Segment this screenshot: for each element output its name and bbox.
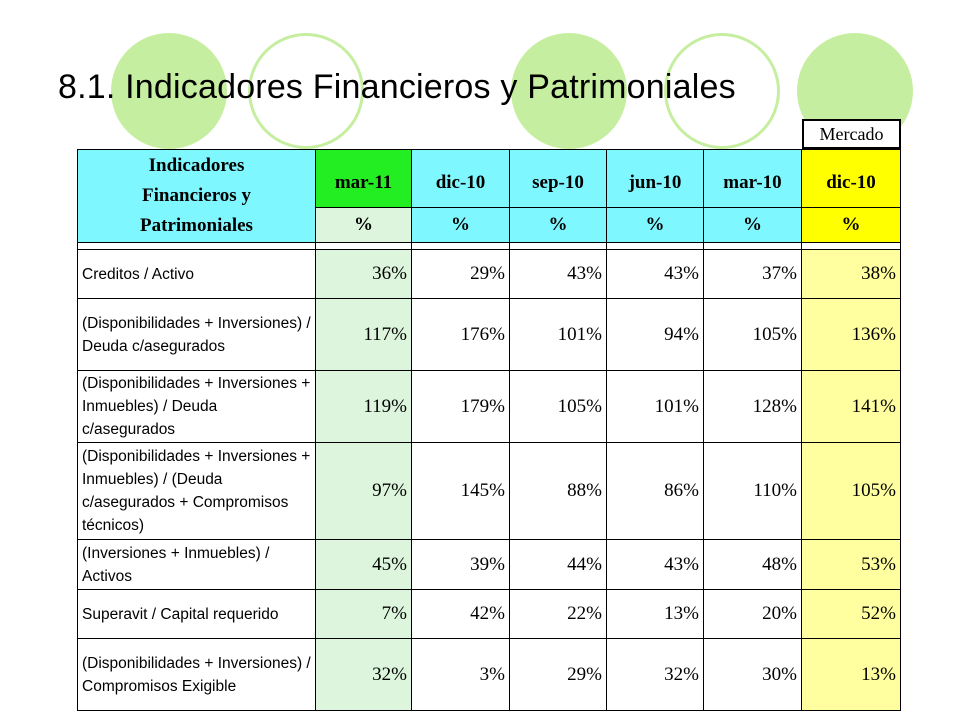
indicators-table: [77, 149, 901, 711]
value-cell: 43%: [607, 540, 704, 590]
value-cell: 32%: [607, 639, 704, 711]
market-value-cell: 52%: [802, 590, 901, 639]
table-row: [78, 639, 901, 711]
row-label: (Disponibilidades + Inversiones + Inmuebles) / (Deuda c/asegurados + Compromisos técnicos): [78, 443, 316, 540]
value-cell: 44%: [510, 540, 607, 590]
value-cell: 48%: [704, 540, 802, 590]
value-cell: 29%: [412, 250, 510, 299]
table-row: [78, 299, 901, 371]
value-cell: 101%: [607, 371, 704, 443]
row-label: (Inversiones + Inmuebles) / Activos: [78, 540, 316, 590]
market-value-cell: 53%: [802, 540, 901, 590]
value-cell: 128%: [704, 371, 802, 443]
header-label-cell: [78, 150, 316, 243]
value-cell: 176%: [412, 299, 510, 371]
value-cell: 43%: [510, 250, 607, 299]
table-row: [78, 590, 901, 639]
value-cell: 7%: [316, 590, 412, 639]
market-value-cell: 136%: [802, 299, 901, 371]
unit-cell: %: [704, 208, 802, 243]
value-cell: 30%: [704, 639, 802, 711]
value-cell: 94%: [607, 299, 704, 371]
market-value-cell: 105%: [802, 443, 901, 540]
value-cell: 88%: [510, 443, 607, 540]
value-cell: 105%: [704, 299, 802, 371]
value-cell: 22%: [510, 590, 607, 639]
value-cell: 86%: [607, 443, 704, 540]
header-label-line-2: Financieros y: [142, 185, 251, 206]
market-value-cell: 13%: [802, 639, 901, 711]
value-cell: 36%: [316, 250, 412, 299]
row-label: (Disponibilidades + Inversiones) / Deuda c/asegurados: [78, 299, 316, 371]
value-cell: 117%: [316, 299, 412, 371]
market-value-cell: 141%: [802, 371, 901, 443]
period-header: mar-10: [704, 150, 802, 208]
value-cell: 43%: [607, 250, 704, 299]
spacer-row: [78, 243, 901, 250]
period-header: mar-11: [316, 150, 412, 208]
table-row: [78, 371, 901, 443]
value-cell: 119%: [316, 371, 412, 443]
value-cell: 3%: [412, 639, 510, 711]
row-label: (Disponibilidades + Inversiones) / Compromisos Exigible: [78, 639, 316, 711]
period-header: sep-10: [510, 150, 607, 208]
value-cell: 29%: [510, 639, 607, 711]
value-cell: 32%: [316, 639, 412, 711]
value-cell: 145%: [412, 443, 510, 540]
unit-cell: %: [412, 208, 510, 243]
value-cell: 13%: [607, 590, 704, 639]
value-cell: 97%: [316, 443, 412, 540]
row-label: Creditos / Activo: [78, 250, 316, 299]
value-cell: 179%: [412, 371, 510, 443]
table-row: [78, 443, 901, 540]
value-cell: 105%: [510, 371, 607, 443]
header-label-line-1: Indicadores: [148, 155, 245, 176]
header-row: [78, 150, 901, 208]
value-cell: 45%: [316, 540, 412, 590]
slide-title: 8.1. Indicadores Financieros y Patrimoniales: [58, 68, 736, 106]
header-label-line-3: Patrimoniales: [140, 215, 253, 236]
unit-cell: %: [510, 208, 607, 243]
table-row: [78, 250, 901, 299]
market-value-cell: 38%: [802, 250, 901, 299]
value-cell: 110%: [704, 443, 802, 540]
value-cell: 101%: [510, 299, 607, 371]
value-cell: 39%: [412, 540, 510, 590]
row-label: (Disponibilidades + Inversiones + Inmuebles) / Deuda c/asegurados: [78, 371, 316, 443]
value-cell: 42%: [412, 590, 510, 639]
row-label: Superavit / Capital requerido: [78, 590, 316, 639]
unit-cell: %: [316, 208, 412, 243]
value-cell: 20%: [704, 590, 802, 639]
period-header: dic-10: [412, 150, 510, 208]
unit-cell: %: [802, 208, 901, 243]
mercado-label: Mercado: [802, 119, 901, 149]
market-period-header: dic-10: [802, 150, 901, 208]
value-cell: 37%: [704, 250, 802, 299]
period-header: jun-10: [607, 150, 704, 208]
unit-cell: %: [607, 208, 704, 243]
table-row: [78, 540, 901, 590]
